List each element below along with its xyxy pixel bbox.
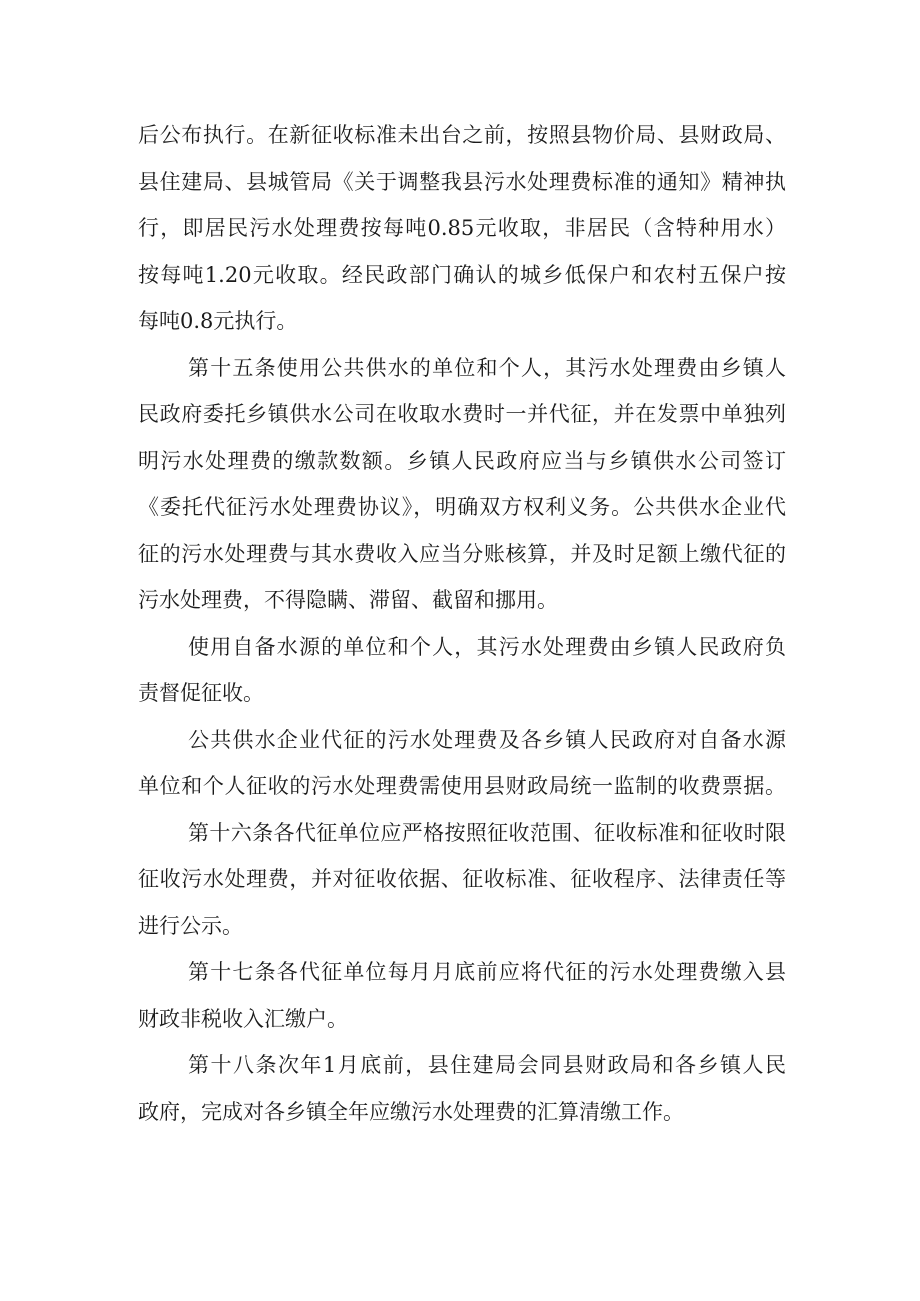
text-line-20: 财政非税收入汇缴户。	[138, 1006, 348, 1031]
text-line-22: 政府，完成对各乡镇全年应缴污水处理费的汇算清缴工作。	[138, 1099, 684, 1124]
text-line-5: 每吨0.8元执行。	[138, 309, 298, 333]
text-line-3: 行，即居民污水处理费按每吨0.85元收取，非居民（含特种用水）	[138, 216, 786, 240]
article-15-heading-line: 第十五条使用公共供水的单位和个人，其污水处理费由乡镇人	[188, 355, 786, 380]
article-17-heading-line: 第十七条各代征单位每月月底前应将代征的污水处理费缴入县	[188, 960, 786, 984]
article-16-heading-line: 第十六条各代征单位应严格按照征收范围、征收标准和征收时限	[188, 820, 786, 845]
text-line-13: 责督促征收。	[138, 681, 264, 705]
body-text	[138, 112, 798, 1135]
article-18-heading-line: 第十八条次年1月底前，县住建局会同县财政局和各乡镇人民	[188, 1053, 786, 1077]
self-supply-paragraph-line: 使用自备水源的单位和个人，其污水处理费由乡镇人民政府负	[188, 634, 786, 659]
text-line-4: 按每吨1.20元收取。经民政部门确认的城乡低保户和农村五保户按	[138, 262, 786, 287]
text-line-11: 污水处理费，不得隐瞒、滞留、截留和挪用。	[138, 588, 558, 612]
text-line-2: 县住建局、县城管局《关于调整我县污水处理费标准的通知》精神执	[138, 169, 786, 194]
text-line-9: 《委托代征污水处理费协议》，明确双方权利义务。公共供水企业代	[138, 495, 786, 519]
text-line-17: 征收污水处理费，并对征收依据、征收标准、征收程序、法律责任等	[138, 867, 786, 891]
text-line-1: 后公布执行。在新征收标准未出台之前，按照县物价局、县财政局、	[138, 123, 786, 147]
text-line-8: 明污水处理费的缴款数额。乡镇人民政府应当与乡镇供水公司签订	[138, 448, 786, 473]
text-line-7: 民政府委托乡镇供水公司在收取水费时一并代征，并在发票中单独列	[138, 402, 786, 426]
text-line-18: 进行公示。	[138, 913, 243, 938]
text-line-10: 征的污水处理费与其水费收入应当分账核算，并及时足额上缴代征的	[138, 541, 786, 566]
text-line-15: 单位和个人征收的污水处理费需使用县财政局统一监制的收费票据。	[138, 774, 786, 798]
invoice-paragraph-line: 公共供水企业代征的污水处理费及各乡镇人民政府对自备水源	[188, 727, 786, 752]
